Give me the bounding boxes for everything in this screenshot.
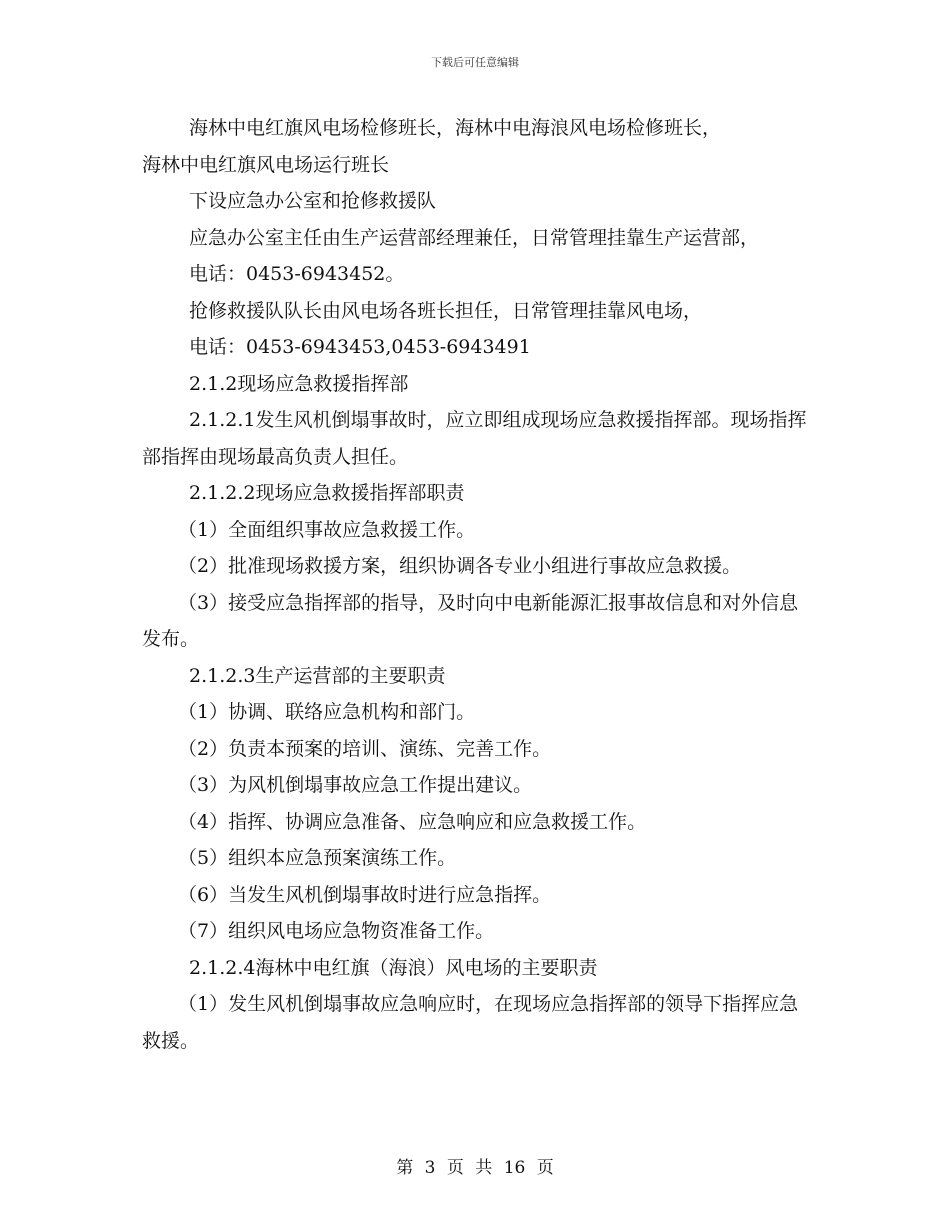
paragraph-7: 电话：0453-6943453,0453-6943491 <box>189 336 531 358</box>
paragraph-6: 抢修救援队队长由风电场各班长担任，日常管理挂靠风电场， <box>189 299 703 322</box>
list-item-9: （6）当发生风机倒塌事故时进行应急指挥。 <box>178 883 552 906</box>
list-item-3: （3）接受应急指挥部的指导，及时向中电新能源汇报事故信息和对外信息发布。 <box>142 591 799 650</box>
paragraph-2: 海林中电红旗风电场运行班长 <box>142 153 390 176</box>
paragraph-1: 海林中电红旗风电场检修班长，海林中电海浪风电场检修班长， <box>189 117 722 139</box>
paragraph-3: 下设应急办公室和抢修救援队 <box>189 190 437 212</box>
section-heading-2-1-2-4: 2.1.2.4海林中电红旗（海浪）风电场的主要职责 <box>189 956 598 979</box>
list-item-7: （4）指挥、协调应急准备、应急响应和应急救援工作。 <box>178 810 647 833</box>
section-heading-2-1-2-2: 2.1.2.2现场应急救援指挥部职责 <box>189 482 465 504</box>
list-item-1: （1）全面组织事故应急救援工作。 <box>178 518 476 541</box>
list-item-11: （1）发生风机倒塌事故应急响应时，在现场应急指挥部的领导下指挥应急救援。 <box>142 993 799 1052</box>
list-item-8: （5）组织本应急预案演练工作。 <box>178 847 457 869</box>
paragraph-5: 电话：0453-6943452。 <box>189 263 405 285</box>
section-heading-2-1-2: 2.1.2现场应急救援指挥部 <box>189 372 409 395</box>
paragraph-4: 应急办公室主任由生产运营部经理兼任，日常管理挂靠生产运营部， <box>189 226 760 249</box>
list-item-5: （2）负责本预案的培训、演练、完善工作。 <box>178 737 552 760</box>
page-header: 下载后可任意编辑 <box>431 56 519 69</box>
paragraph-9: 2.1.2.1发生风机倒塌事故时，应立即组成现场应急救援指挥部。现场指挥部指挥由现场最高负责人担任。 <box>142 409 807 468</box>
list-item-2: （2）批准现场救援方案，组织协调各专业小组进行事故应急救援。 <box>178 555 742 577</box>
document-body <box>142 110 810 1059</box>
page-number-footer: 第 3 页 共 16 页 <box>396 1158 554 1178</box>
section-heading-2-1-2-3: 2.1.2.3生产运营部的主要职责 <box>189 664 446 687</box>
list-item-10: （7）组织风电场应急物资准备工作。 <box>178 920 495 942</box>
list-item-4: （1）协调、联络应急机构和部门。 <box>178 701 476 723</box>
list-item-6: （3）为风机倒塌事故应急工作提出建议。 <box>178 774 533 796</box>
